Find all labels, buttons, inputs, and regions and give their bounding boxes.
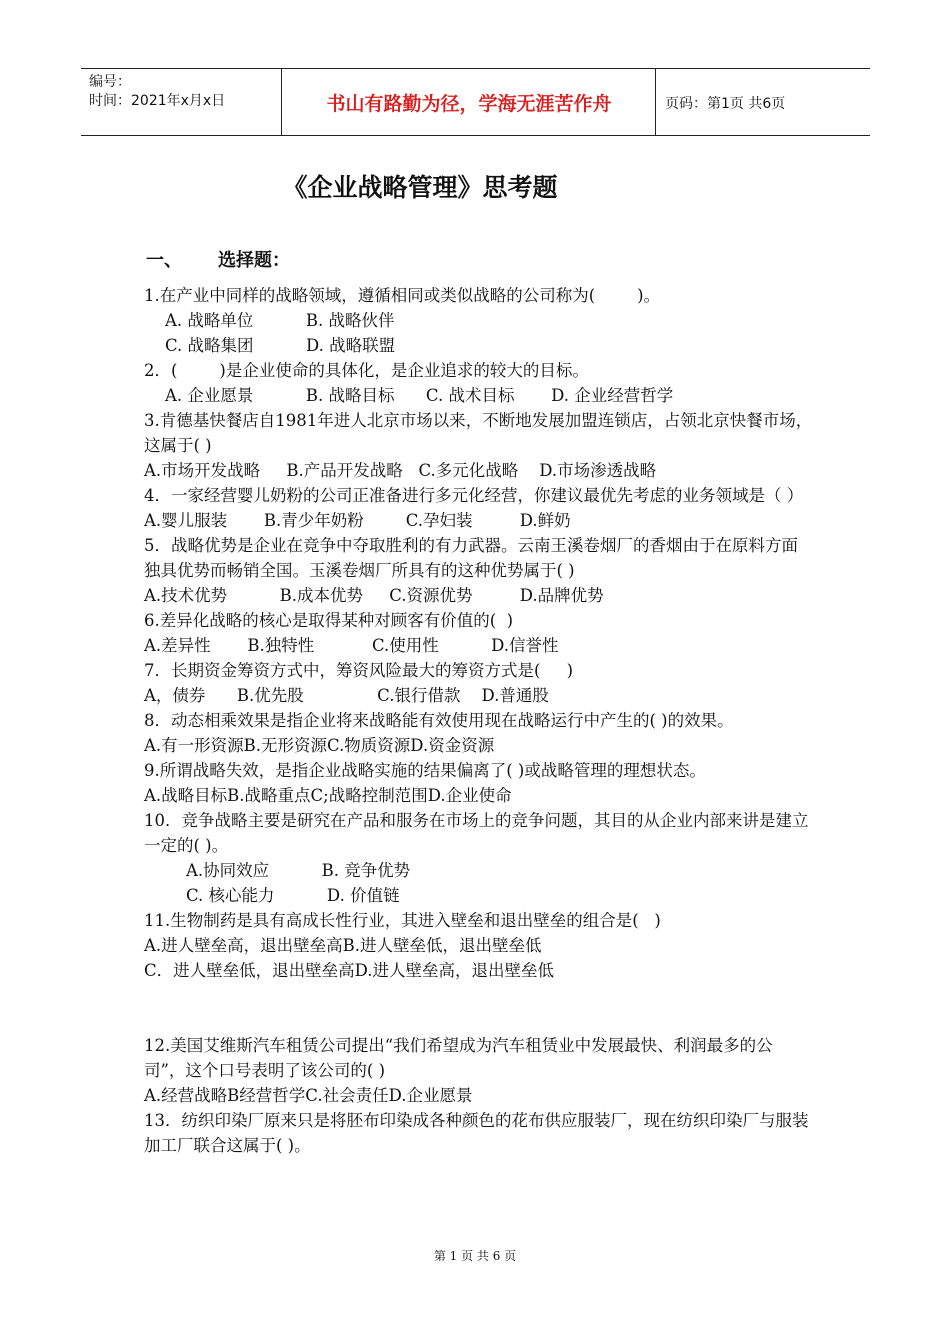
question-option: A.技术优势 B.成本优势 C.资源优势 D.品牌优势 bbox=[144, 586, 604, 605]
header-number-label: 编号： bbox=[89, 74, 131, 90]
question-option: A. 战略单位 B. 战略伙伴 bbox=[144, 311, 395, 330]
question-option: A.市场开发战略 B.产品开发战略 C.多元化战略 D.市场渗透战略 bbox=[144, 461, 657, 480]
question-line: 5．战略优势是企业在竞争中夺取胜利的有力武器。云南王溪卷烟厂的香烟由于在原料方面独具优势而畅销全国。玉溪卷烟厂所具有的这种优势属于( ) bbox=[144, 536, 798, 580]
header-date-label: 时间：2021年x月x日 bbox=[89, 93, 226, 109]
question-option: A.进人壁垒高，退出壁垒高B.进人壁垒低，退出壁垒低 bbox=[144, 936, 542, 955]
header-page-label: 页码：第1页 共6页 bbox=[665, 96, 786, 112]
question-option: A.战略目标B.战略重点C;战略控制范围D.企业使命 bbox=[144, 786, 512, 805]
question-option: A.经营战略B经营哲学C.社会责任D.企业愿景 bbox=[144, 1086, 473, 1105]
question-line: 1.在产业中同样的战略领域，遵循相同或类似战略的公司称为( )。 bbox=[144, 286, 661, 305]
question-line: 10．竞争战略主要是研究在产品和服务在市场上的竞争问题，其目的从企业内部来讲是建立一定的( )。 bbox=[144, 811, 809, 855]
question-line: 6.差异化战略的核心是取得某种对顾客有价值的( ) bbox=[144, 611, 514, 630]
header-divider-right bbox=[655, 69, 656, 135]
page-footer: 第 1 页 共 6 页 bbox=[433, 1249, 517, 1263]
question-line: 3.肯德基快餐店自1981年进人北京市场以来，不断地发展加盟连锁店，占领北京快餐市场，这属于( ) bbox=[144, 411, 813, 455]
question-list bbox=[144, 283, 814, 1158]
header-motto: 书山有路勤为径，学海无涯苦作舟 bbox=[326, 93, 612, 115]
header-divider-left bbox=[281, 69, 282, 135]
question-option: C. 战略集团 D. 战略联盟 bbox=[144, 336, 396, 355]
question-option: A，债券 B.优先股 C.银行借款 D.普通股 bbox=[144, 686, 549, 705]
section-heading bbox=[146, 246, 290, 272]
question-option: C. 核心能力 D. 价值链 bbox=[144, 886, 400, 905]
question-option: A.差异性 B.独特性 C.使用性 D.信誉性 bbox=[144, 636, 559, 655]
question-option: A.有一形资源B.无形资源C.物质资源D.资金资源 bbox=[144, 736, 495, 755]
question-line: 4．一家经营婴儿奶粉的公司正准备进行多元化经营，你建议最优先考虑的业务领域是（ ） bbox=[144, 486, 804, 505]
section-label: 选择题： bbox=[218, 250, 290, 271]
question-line: 8．动态相乘效果是指企业将来战略能有效使用现在战略运行中产生的( )的效果。 bbox=[144, 711, 734, 730]
question-option: A.协同效应 B. 竞争优势 bbox=[144, 861, 411, 880]
page-header bbox=[81, 68, 870, 136]
question-line: 2．( )是企业使命的具体化，是企业追求的较大的目标。 bbox=[144, 361, 589, 380]
question-line: 12.美国艾维斯汽车租赁公司提出“我们希望成为汽车租赁业中发展最快、利润最多的公司”，这个口号表明了该公司的( ) bbox=[144, 1036, 773, 1080]
question-line: 11.生物制药是具有高成长性行业，其进入壁垒和退出壁垒的组合是( ) bbox=[144, 911, 661, 930]
question-line: 7．长期资金筹资方式中，筹资风险最大的筹资方式是( ) bbox=[144, 661, 574, 680]
question-line: 13．纺织印染厂原来只是将胚布印染成各种颜色的花布供应服装厂，现在纺织印染厂与服装加工厂联合这属于( )。 bbox=[144, 1111, 809, 1155]
question-option: A.婴儿服装 B.青少年奶粉 C.孕妇装 D.鲜奶 bbox=[144, 511, 571, 530]
section-number: 一、 bbox=[146, 250, 182, 271]
document-title: 《企业战略管理》思考题 bbox=[282, 173, 558, 202]
question-option: C．进人壁垒低，退出壁垒高D.进人壁垒高，退出壁垒低 bbox=[144, 961, 555, 980]
header-meta bbox=[89, 73, 225, 111]
question-line: 9.所谓战略失效，是指企业战略实施的结果偏离了( )或战略管理的理想状态。 bbox=[144, 761, 706, 780]
question-option: A. 企业愿景 B. 战略目标 C. 战术目标 D. 企业经营哲学 bbox=[144, 386, 674, 405]
